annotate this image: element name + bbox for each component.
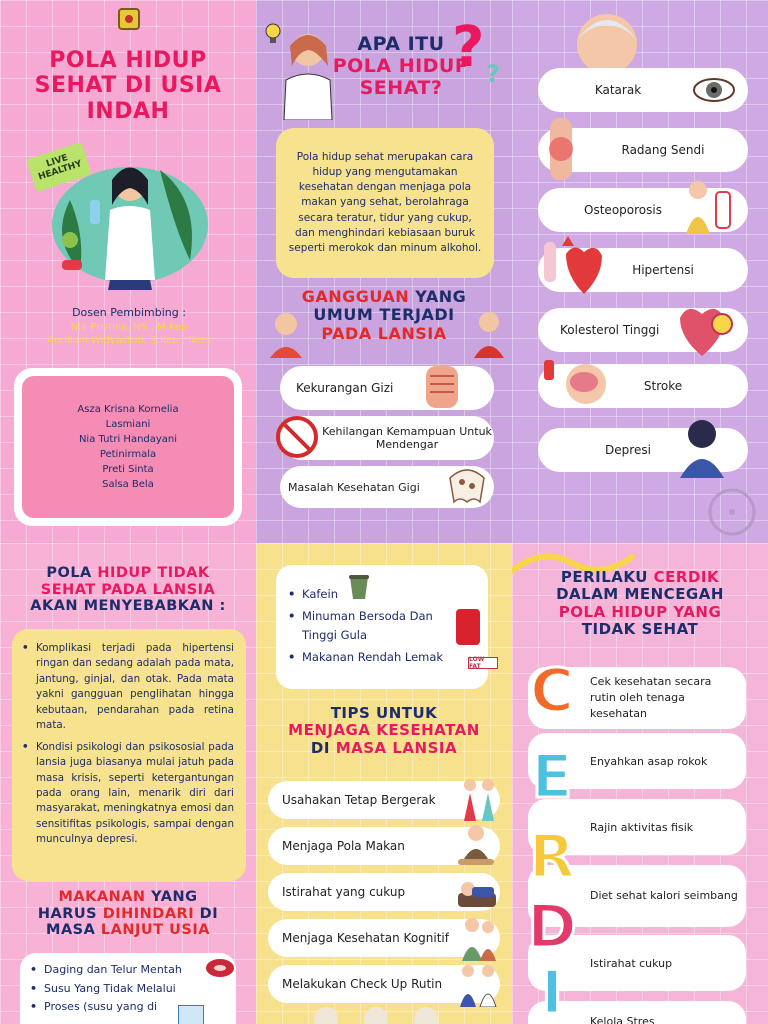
question-mark-small-icon: ? bbox=[486, 60, 500, 88]
wheelchair-illustration bbox=[688, 460, 768, 540]
member-name: Petinirmala bbox=[99, 449, 157, 460]
disease-item: Katarak bbox=[538, 68, 748, 112]
question-title: APA ITU POLA HIDUP SEHAT? bbox=[332, 33, 470, 99]
tip-item: Menjaga Pola Makan bbox=[268, 827, 500, 865]
consequence-bullet: • Komplikasi terjadi pada hipertensi ringan dan sedang adalah pada mata, jantung, ginjal, dan otak. Pada mata yakni gangguan penglihatan hingga kebutaan, pendarahan pada retina mata. bbox=[22, 641, 234, 734]
member-name: Asza Krisna Kornelia bbox=[77, 404, 179, 415]
advisor-name: Apriliani Widyastuti, S.Kep., Ners bbox=[47, 335, 211, 347]
exercising-elderly-icon bbox=[456, 777, 502, 823]
avoid-food-item: • Proses (susu yang di bbox=[30, 998, 226, 1017]
live-healthy-badge: LIVE HEALTHY bbox=[26, 142, 92, 192]
tip-item: Istirahat yang cukup bbox=[268, 873, 500, 911]
advisor-label: Dosen Pembimbing : bbox=[72, 306, 186, 319]
member-name: Nia Tutri Handayani bbox=[78, 434, 178, 445]
tip-item: Menjaga Kesehatan Kognitif bbox=[268, 919, 500, 957]
avoid-food-item: • Daging dan Telur Mentah bbox=[30, 961, 226, 980]
panel-diseases bbox=[512, 0, 768, 543]
soda-can-icon bbox=[456, 609, 480, 645]
disease-item: Kolesterol Tinggi bbox=[538, 308, 748, 352]
avoid-food-item: • Susu Yang Tidak Melalui bbox=[30, 980, 226, 999]
consequence-title: POLA HIDUP TIDAK SEHAT PADA LANSIA AKAN MENYEBABKAN : bbox=[30, 565, 226, 615]
consequence-bullet: • Kondisi psikologi dan psikososial pada lansia juga biasanya mulai jatuh pada masa krisis, seperti ketergantungan pada orang lain, menarik diri dari masyarakat, meningkatnya emosi dan sensitifitas psikologis, sampai dengan munculnya depresi. bbox=[22, 740, 234, 848]
cerdik-item: Cek kesehatan secara rutin oleh tenaga kesehatan bbox=[528, 667, 746, 729]
definition-text: Pola hidup sehat merupakan cara hidup yang mengutamakan kesehatan dengan menjaga pola makan yang sehat, berolahraga secara teratur, tidur yang cukup, dan menghindari kebiasaan buruk seperti merokok dan minum alkohol. bbox=[288, 150, 482, 255]
elderly-osteoporosis-icon bbox=[676, 178, 740, 236]
advisor-name: Nia Pristina, NS., M.Kep bbox=[70, 321, 188, 333]
cerdik-title: PERILAKU CERDIK DALAM MENCEGAH POLA HIDUP YANG TIDAK SEHAT bbox=[556, 568, 724, 638]
panel-cerdik bbox=[512, 543, 768, 1024]
cerdik-letter-e: E bbox=[531, 742, 573, 812]
elderly-group-illustration bbox=[286, 1001, 486, 1024]
eye-icon bbox=[692, 70, 736, 110]
cerdik-item: Rajin aktivitas fisik bbox=[528, 799, 746, 855]
panel-definition bbox=[256, 0, 512, 543]
eating-elderly-icon bbox=[452, 823, 500, 869]
panel-consequences bbox=[0, 543, 256, 1024]
cover-title: POLA HIDUP SEHAT DI USIA INDAH bbox=[34, 48, 222, 124]
disorder-item: Kehilangan Kemampuan Untuk Mendengar bbox=[280, 416, 494, 460]
advisor-block bbox=[14, 306, 244, 348]
disease-item: Hipertensi bbox=[538, 248, 748, 292]
panel-tips bbox=[256, 543, 512, 1024]
university-logo-icon bbox=[118, 8, 140, 30]
disease-item: Osteoporosis bbox=[538, 188, 748, 232]
avoid-food-item: • Makanan Rendah Lemak bbox=[288, 648, 476, 666]
cerdik-item: Diet sehat kalori seimbang bbox=[528, 865, 746, 927]
cerdik-letter-r: R bbox=[528, 822, 576, 892]
cerdik-letter-i: I bbox=[540, 958, 564, 1024]
cerdik-item: Kelola Stres bbox=[528, 1001, 746, 1024]
disease-item: Stroke bbox=[538, 364, 748, 408]
tips-title: TIPS UNTUK MENJAGA KESEHATAN DI MASA LANSIA bbox=[288, 704, 480, 757]
no-hearing-icon bbox=[276, 416, 318, 458]
ribcage-icon bbox=[420, 362, 464, 412]
disorder-item: Masalah Kesehatan Gigi bbox=[280, 466, 494, 508]
definition-card bbox=[276, 128, 494, 278]
sleeping-elderly-icon bbox=[454, 869, 500, 915]
member-name: Salsa Bela bbox=[102, 479, 154, 490]
heart-organ-icon bbox=[540, 236, 608, 298]
disease-item: Radang Sendi bbox=[538, 128, 748, 172]
tip-item: Melakukan Check Up Rutin bbox=[268, 965, 500, 1003]
avoid-food-title: MAKANAN YANG HARUS DIHINDARI DI MASA LANJUT USIA bbox=[37, 889, 219, 939]
cerdik-item: Istirahat cukup bbox=[528, 935, 746, 991]
avoid-food-item: • Minuman Bersoda Dan Tinggi Gula bbox=[288, 607, 476, 644]
tip-item: Usahakan Tetap Bergerak bbox=[268, 781, 500, 819]
member-name: Lasmiani bbox=[105, 419, 151, 430]
knee-joint-icon bbox=[534, 118, 588, 180]
coffee-cup-icon bbox=[346, 573, 372, 601]
cognitive-elderly-icon bbox=[456, 915, 502, 961]
cholesterol-heart-icon bbox=[674, 300, 736, 358]
disorder-item: Kekurangan Gizi bbox=[280, 366, 494, 410]
member-name: Preti Sinta bbox=[102, 464, 154, 475]
consequence-card bbox=[12, 629, 246, 881]
cerdik-item: Enyahkan asap rokok bbox=[528, 733, 746, 789]
raw-meat-icon bbox=[204, 957, 236, 979]
brain-stroke-icon bbox=[542, 356, 612, 414]
avoid-food-item: • Kafein bbox=[288, 585, 476, 603]
milk-carton-icon bbox=[178, 1005, 204, 1024]
disease-item: Depresi bbox=[538, 428, 748, 472]
panel-cover bbox=[0, 0, 256, 543]
cerdik-letter-d: D bbox=[527, 892, 577, 962]
members-card bbox=[14, 368, 242, 526]
low-fat-badge: LOW FAT bbox=[468, 657, 498, 669]
question-mark-icon: ? bbox=[452, 15, 485, 80]
cerdik-letter-c: C bbox=[529, 656, 575, 726]
tooth-decay-icon bbox=[444, 462, 490, 508]
disorder-title: GANGGUAN YANG UMUM TERJADI PADA LANSIA bbox=[301, 287, 467, 343]
